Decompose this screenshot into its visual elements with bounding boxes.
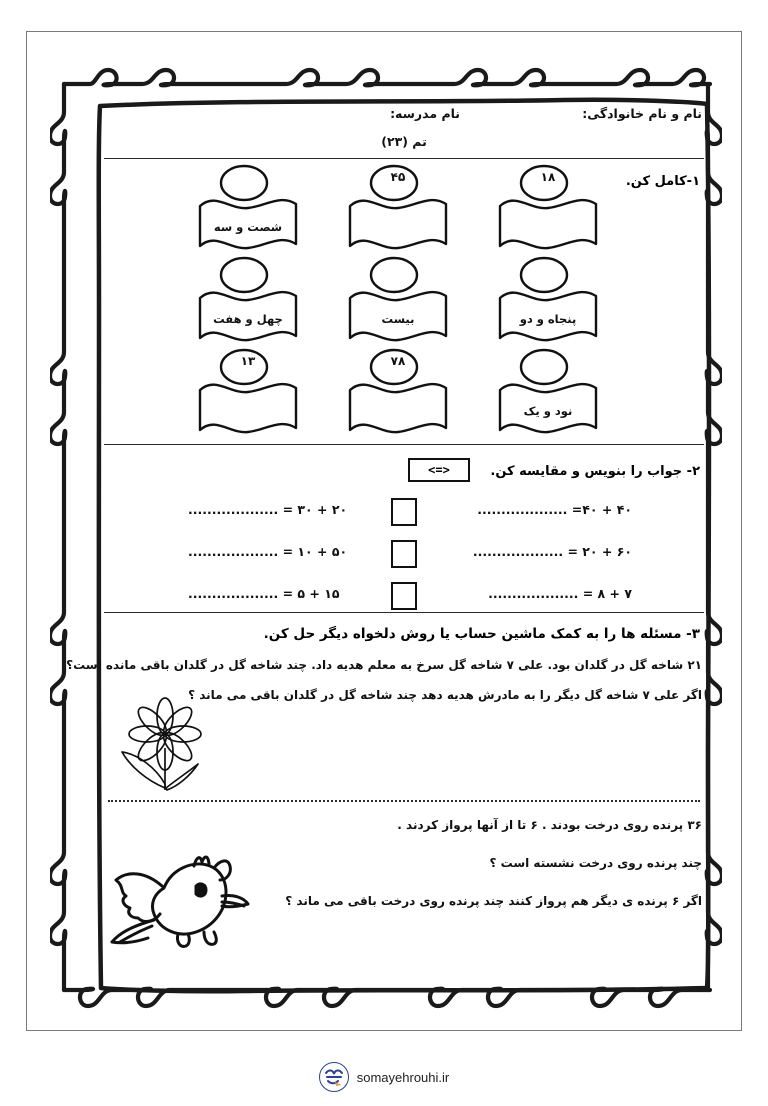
flag-number: ۴۵ [390,170,406,184]
section1-title: ۱-کامل کن. [625,174,700,189]
answer-dots[interactable]: ................... [472,544,564,559]
logo-glyph [321,1064,347,1090]
flag-number: ۱۳ [240,354,256,368]
divider-problems [108,800,700,802]
flag-item[interactable] [482,256,614,352]
flag-item[interactable] [332,348,464,444]
flag-shape-icon [482,256,614,352]
flag-word: شصت و سه [213,220,283,234]
flag-shape-icon [332,256,464,352]
comparison-expression-left [188,586,340,601]
comparison-expression-right [473,544,632,559]
flag-word: چهل و هفت [213,312,283,326]
divider-section2 [104,612,704,613]
flag-shape-icon [182,256,314,352]
bird-illustration [102,852,252,962]
flag-number: ۷۸ [390,354,406,368]
student-name-label: نام و نام خانوادگی: [582,106,702,121]
flag-item[interactable] [182,256,314,352]
problem2-line1: ۳۶ پرنده روی درخت بودند . ۶ تا از آنها پرواز کردند . [397,818,702,832]
answer-dots[interactable]: ................... [488,586,579,601]
expr-text: ۶۰ + ۲۰ = [567,544,632,559]
divider-header [104,158,704,159]
flag-item[interactable] [182,348,314,444]
comparison-expression-right [477,502,632,517]
comparison-expression-right [488,586,632,601]
answer-dots[interactable]: ................... [477,502,568,517]
comparison-expression-left [188,502,347,517]
footer [0,1062,768,1092]
expr-text: ۷ + ۸ = [582,586,632,601]
school-name-label: نام مدرسه: [390,106,460,121]
flag-number: ۱۸ [540,170,556,184]
problem1-line2: اگر علی ۷ شاخه گل دیگر را به مادرش هدیه دهد چند شاخه گل در گلدان باقی می ماند ؟ [188,688,702,702]
problem2-line3: اگر ۶ پرنده ی دیگر هم پرواز کنند چند پرنده روی درخت باقی می ماند ؟ [285,894,702,908]
comparison-row [98,498,710,538]
expr-text: ۵۰ + ۱۰ = [282,544,348,559]
section2-title: ۲- جواب را بنویس و مقایسه کن. [490,464,700,479]
flag-word: نود و یک [523,404,573,418]
comparison-expression-left [188,544,347,559]
somayehrouhi-logo-icon [319,1062,349,1092]
divider-section1 [104,444,704,445]
flower-illustration [106,696,224,792]
comparison-operator-legend: <=> [408,458,470,482]
expr-text: ۴۰ + ۴۰= [571,502,632,517]
flag-shape-icon [482,348,614,444]
comparison-row [98,582,710,622]
worksheet-content [66,96,710,993]
flag-item[interactable] [482,348,614,444]
flag-word: پنجاه و دو [519,312,577,326]
answer-dots[interactable]: ................... [188,544,279,559]
flag-word: بیست [381,312,415,326]
comparison-row [98,540,710,580]
flag-item[interactable] [332,256,464,352]
expr-text: ۲۰ + ۳۰ = [282,502,348,517]
comparison-answer-box[interactable] [391,540,417,568]
flag-item[interactable] [182,164,314,260]
answer-dots[interactable]: ................... [188,586,279,601]
comparison-answer-box[interactable] [391,582,417,610]
flag-item[interactable] [482,164,614,260]
footer-site-text[interactable]: somayehrouhi.ir [356,1069,450,1085]
section3-title: ۳- مسئله ها را به کمک ماشین حساب یا روش دلخواه دیگر حل کن. [263,626,700,642]
flag-item[interactable] [332,164,464,260]
problem2-line2: چند پرنده روی درخت نشسته است ؟ [489,856,702,870]
flag-shape-icon [182,164,314,260]
problem1-line1: ۲۱ شاخه گل در گلدان بود. علی ۷ شاخه گل سرخ به معلم هدیه داد. چند شاخه گل در گلدان باقی مانده است؟ [66,658,702,672]
comparison-answer-box[interactable] [391,498,417,526]
theme-label: تم (۲۳) [381,134,427,149]
expr-text: ۱۵ + ۵ = [282,586,340,601]
answer-dots[interactable]: ................... [188,502,279,517]
